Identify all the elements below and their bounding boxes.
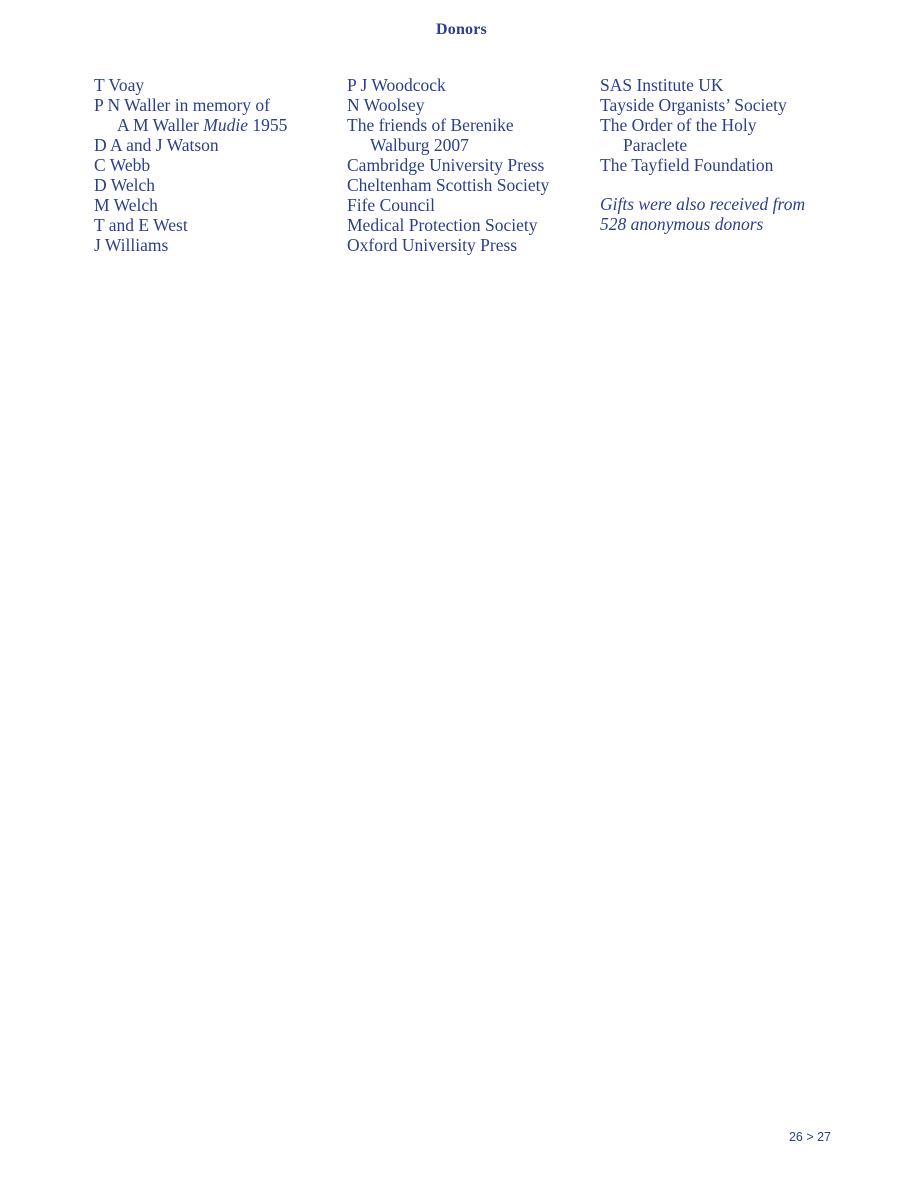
donor-entry: The friends of Berenike [347, 115, 514, 135]
donor-entry-italic: Mudie [203, 115, 248, 135]
donor-entry: J Williams [94, 235, 169, 255]
donor-entry: Cheltenham Scottish Society [347, 175, 550, 195]
donor-entry: T Voay [94, 75, 145, 95]
donor-entry: T and E West [94, 215, 188, 235]
page-title: Donors [436, 21, 487, 38]
donor-entry: C Webb [94, 155, 151, 175]
donor-entry: Medical Protection Society [347, 215, 538, 235]
donor-entry: The Order of the Holy [600, 115, 757, 135]
donor-entry-text: A M Waller [117, 115, 204, 135]
donor-column-3 [600, 75, 860, 234]
anonymous-donors-note: Gifts were also received from 528 anonymous donors [600, 194, 806, 234]
donor-entry-continuation: Paraclete [623, 135, 688, 155]
donor-entry: D Welch [94, 175, 155, 195]
donor-entry: N Woolsey [347, 95, 425, 115]
donor-entry-continuation [94, 115, 334, 135]
donor-entry: Cambridge University Press [347, 155, 545, 175]
donor-entry: SAS Institute UK [600, 75, 724, 95]
donor-entry: Fife Council [347, 195, 435, 215]
donor-entry: The Tayfield Foundation [600, 155, 774, 175]
page-number: 26 > 27 [788, 1130, 831, 1144]
donor-entry-continuation: Walburg 2007 [370, 135, 469, 155]
donor-entry: M Welch [94, 195, 158, 215]
donor-entry: P J Woodcock [347, 75, 446, 95]
donor-column-1 [94, 75, 334, 255]
donor-entry: Oxford University Press [347, 235, 518, 255]
donor-entry: D A and J Watson [94, 135, 219, 155]
donor-entry: P N Waller in memory of [94, 95, 270, 115]
donor-column-2 [347, 75, 587, 255]
donor-entry: Tayside Organists’ Society [600, 95, 787, 115]
donor-entry-year: 1955 [247, 115, 288, 135]
